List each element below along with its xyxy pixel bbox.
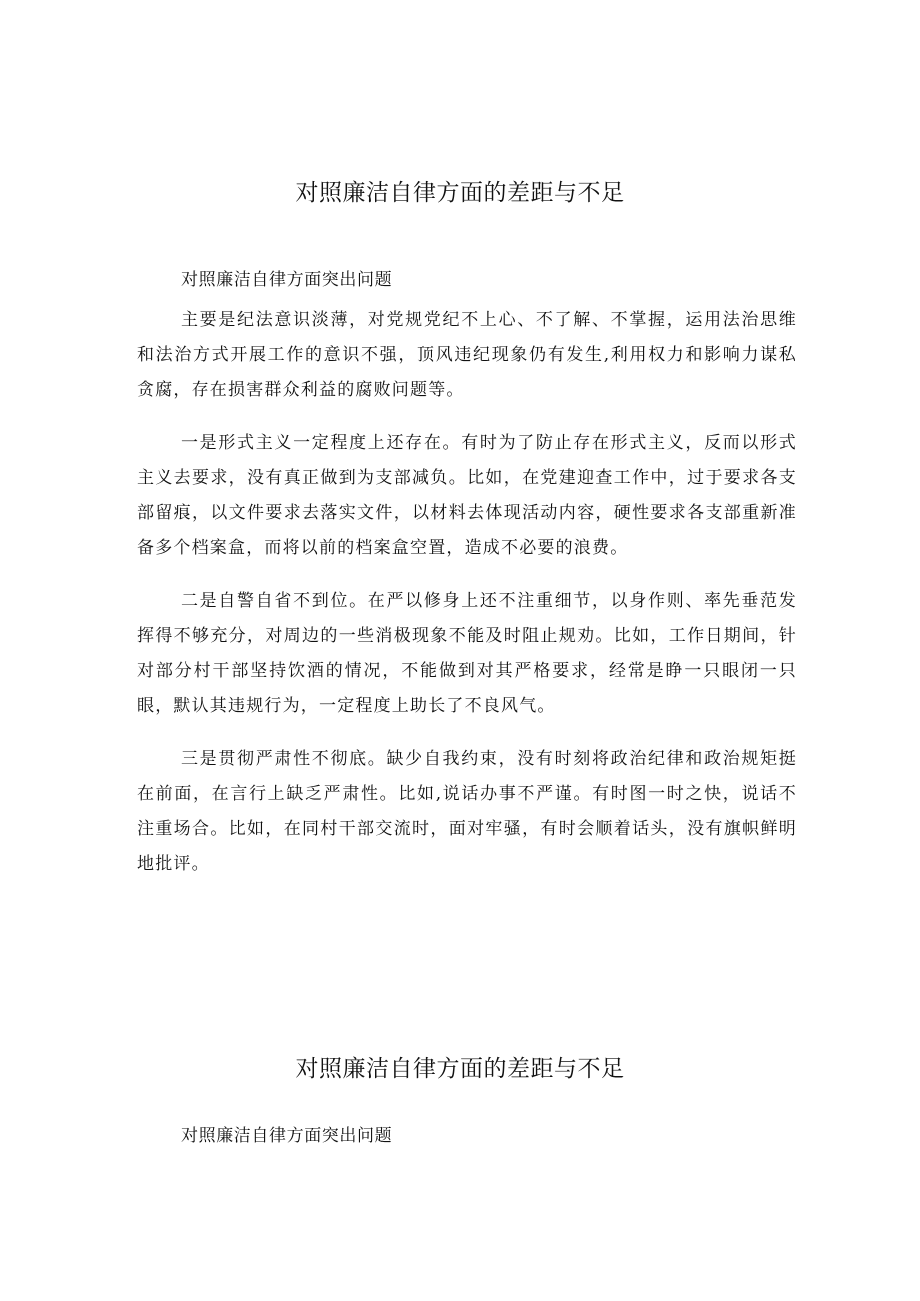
section-subheading: 对照廉洁自律方面突出问题	[181, 270, 393, 290]
paragraph-formalism: 一是形式主义一定程度上还存在。有时为了防止存在形式主义，反而以形式主义去要求，没有真正做到为支部减负。比如，在党建迎查工作中，过于要求各支部留痕，以文件要求去落实文件，以材料去体现活动内容，硬性要求各支部重新准备多个档案盒，而将以前的档案盒空置，造成不必要的浪费。	[137, 433, 797, 558]
repeated-page-title: 对照廉洁自律方面的差距与不足	[295, 1056, 625, 1082]
repeated-section-subheading: 对照廉洁自律方面突出问题	[181, 1126, 393, 1146]
page-title: 对照廉洁自律方面的差距与不足	[295, 180, 625, 206]
body-text	[137, 303, 797, 882]
paragraph-summary: 主要是纪法意识淡薄，对党规党纪不上心、不了解、不掌握，运用法治思维和法治方式开展工作的意识不强，顶风违纪现象仍有发生,利用权力和影响力谋私贪腐，存在损害群众利益的腐败问题等。	[137, 310, 797, 400]
paragraph-self-discipline: 二是自警自省不到位。在严以修身上还不注重细节，以身作则、率先垂范发挥得不够充分，对周边的一些消极现象不能及时阻止规劝。比如，工作日期间，针对部分村干部坚持饮酒的情况，不能做到对其严格要求，经常是睁一只眼闭一只眼，默认其违规行为，一定程度上助长了不良风气。	[137, 591, 797, 716]
paragraph-seriousness: 三是贯彻严肃性不彻底。缺少自我约束，没有时刻将政治纪律和政治规矩挺在前面，在言行上缺乏严肃性。比如,说话办事不严谨。有时图一时之快，说话不注重场合。比如，在同村干部交流时，面对牢骚，有时会顺着话头，没有旗帜鲜明地批评。	[137, 749, 797, 874]
